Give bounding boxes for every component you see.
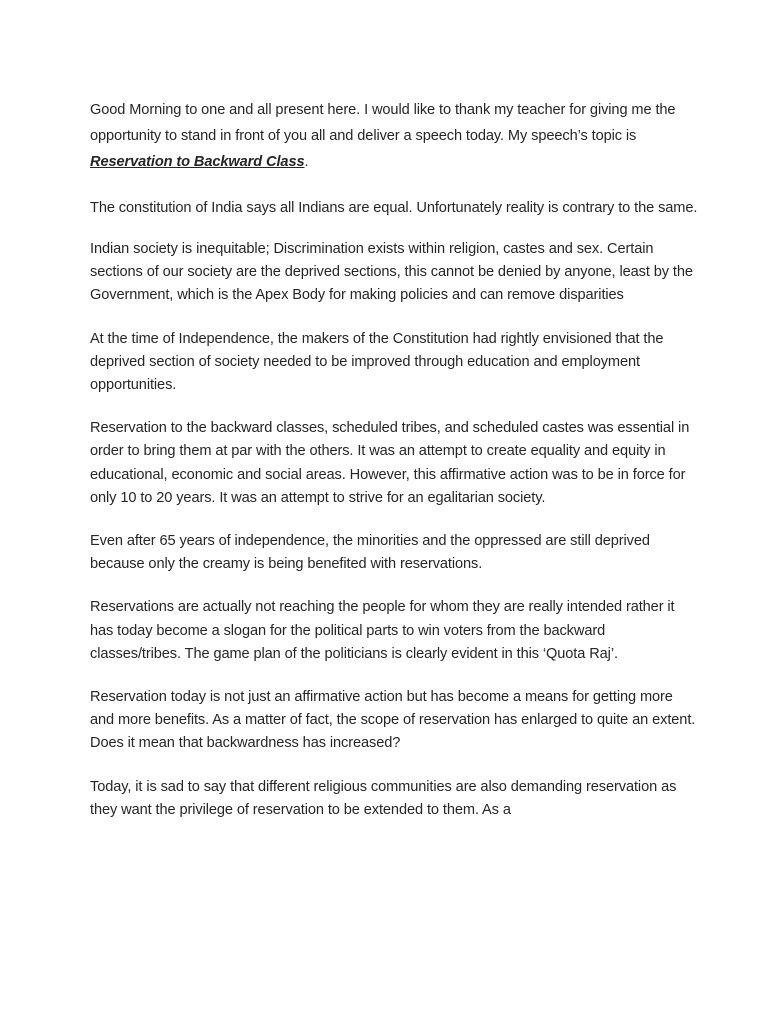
paragraph-quota-raj: Reservations are actually not reaching the people for whom they are really intended rather it has today become a slogan for the political parts to win voters from the backward classes/tribes. The game plan of the politicians is clearly evident in this ‘Quota Raj’. [90,599,675,662]
paragraph-religious-communities: Today, it is sad to say that different religious communities are also demanding reservation as they want the privilege of reservation to be extended to them. As a [90,778,677,818]
paragraph-reservation-purpose: Reservation to the backward classes, scheduled tribes, and scheduled castes was essential in order to bring them at par with the others. It was an attempt to create equality and equity in educational, economic and social areas. However, this affirmative action was to be in force for only 10 to 20 years. It was an attempt to strive for an egalitarian society. [90,420,690,506]
paragraph-independence: At the time of Independence, the makers of the Constitution had rightly envisioned that the deprived section of society needed to be improved through education and employment opportunities. [90,330,664,394]
intro-paragraph [90,97,698,175]
paragraph-society: Indian society is inequitable; Discrimination exists within religion, castes and sex. Certain sections of our society are the deprived sections, this cannot be denied by anyone, least by the Government, which is the Apex Body for making policies and can remove disparities [90,241,693,304]
intro-text: Good Morning to one and all present here. I would like to thank my teacher for giving me the opportunity to stand in front of you all and deliver a speech today. My speech’s topic is [90,102,676,144]
paragraph-65-years: Even after 65 years of independence, the minorities and the oppressed are still deprived because only the creamy is being benefited with reservations. [90,533,650,573]
paragraph-benefits: Reservation today is not just an affirmative action but has become a means for getting more and more benefits. As a matter of fact, the scope of reservation has enlarged to quite an extent. Does it mean that backwardness has increased? [90,689,696,752]
paragraph-constitution: The constitution of India says all Indians are equal. Unfortunately reality is contrary to the same. [90,200,698,216]
intro-end: . [304,154,309,170]
speech-topic: Reservation to Backward Class [90,154,305,170]
